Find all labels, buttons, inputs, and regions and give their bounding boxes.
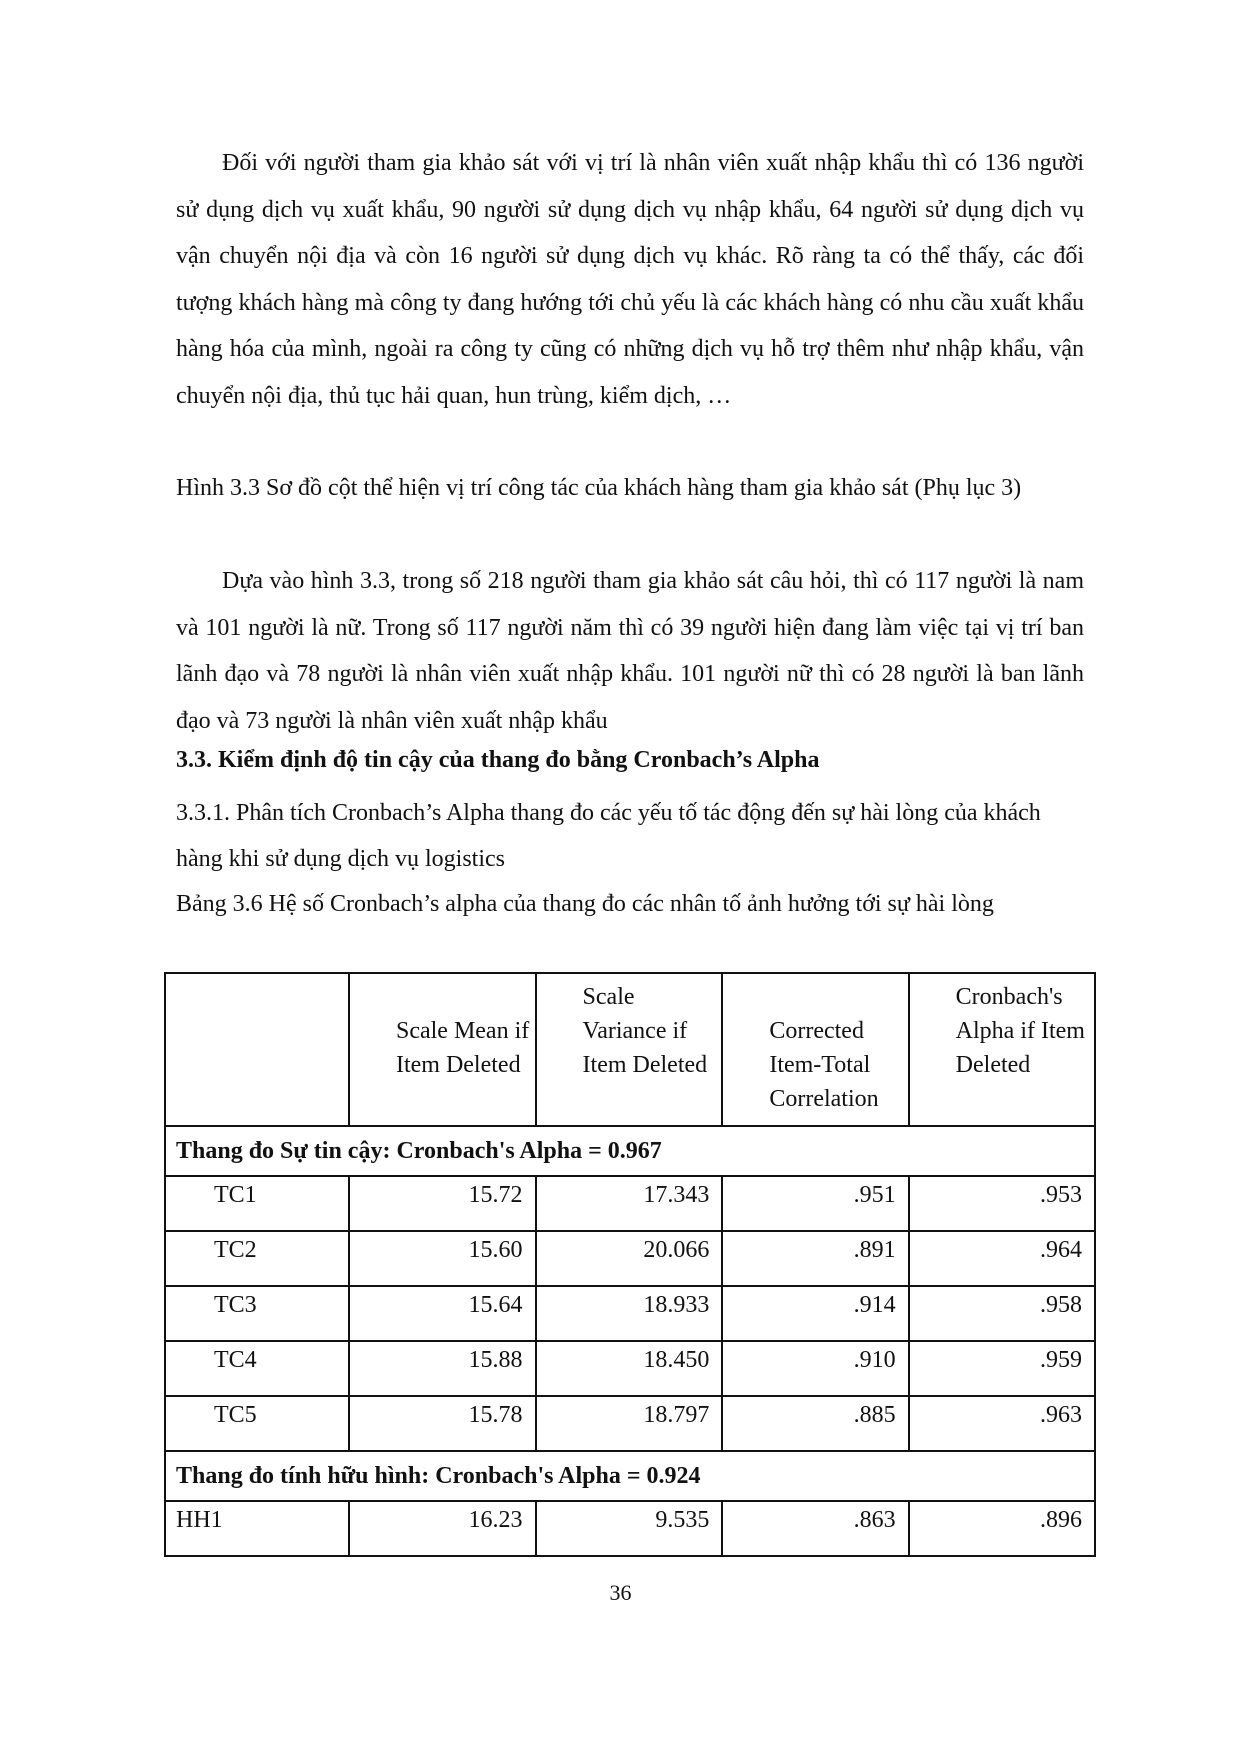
table-row (165, 1396, 1095, 1451)
item-label: TC3 (165, 1286, 349, 1341)
scale-variance-value: 17.343 (536, 1176, 723, 1231)
scale-variance-value: 9.535 (536, 1501, 723, 1556)
header-cell-corrected-correlation: Corrected Item-Total Correlation (722, 973, 908, 1126)
scale-variance-value: 20.066 (536, 1231, 723, 1286)
scale-variance-value: 18.933 (536, 1286, 723, 1341)
correlation-value: .885 (722, 1396, 908, 1451)
header-cell-scale-variance: Scale Variance if Item Deleted (536, 973, 723, 1126)
paragraph-figure-analysis: Dựa vào hình 3.3, trong số 218 người tham gia khảo sát câu hỏi, thì có 117 người là nam và 101 người là nữ. Trong số 117 người năm thì có 39 người hiện đang làm việc tại vị trí ban lãnh đạo và 78 người là nhân viên xuất nhập khẩu. 101 người nữ thì có 28 người là ban lãnh đạo và 73 người là nhân viên xuất nhập khẩu (176, 568, 1084, 734)
cronbach-alpha-table (164, 972, 1096, 1557)
table-row (165, 1286, 1095, 1341)
scale-mean-value: 16.23 (349, 1501, 536, 1556)
scale-mean-value: 15.64 (349, 1286, 536, 1341)
correlation-value: .863 (722, 1501, 908, 1556)
scale-variance-value: 18.450 (536, 1341, 723, 1396)
header-cell-alpha-if-deleted: Cronbach's Alpha if Item Deleted (909, 973, 1095, 1126)
scale-mean-value: 15.72 (349, 1176, 536, 1231)
alpha-value: .958 (909, 1286, 1095, 1341)
table-header-row (165, 973, 1095, 1126)
alpha-value: .964 (909, 1231, 1095, 1286)
correlation-value: .910 (722, 1341, 908, 1396)
subsection-title: 3.3.1. Phân tích Cronbach’s Alpha thang đo các yếu tố tác động đến sự hài lòng của khách hàng khi sử dụng dịch vụ logistics (176, 800, 1041, 872)
group-row-tangibility (165, 1451, 1095, 1501)
item-label: TC5 (165, 1396, 349, 1451)
item-label: TC1 (165, 1176, 349, 1231)
header-cell-scale-mean: Scale Mean if Item Deleted (349, 973, 536, 1126)
alpha-value: .896 (909, 1501, 1095, 1556)
correlation-value: .891 (722, 1231, 908, 1286)
scale-mean-value: 15.88 (349, 1341, 536, 1396)
paragraph-survey-export-staff: Đối với người tham gia khảo sát với vị trí là nhân viên xuất nhập khẩu thì có 136 người sử dụng dịch vụ xuất khẩu, 90 người sử dụng dịch vụ nhập khẩu, 64 người sử dụng dịch vụ vận chuyển nội địa và còn 16 người sử dụng dịch vụ khác. Rõ ràng ta có thể thấy, các đối tượng khách hàng mà công ty đang hướng tới chủ yếu là các khách hàng có nhu cầu xuất khẩu hàng hóa của mình, ngoài ra công ty cũng có những dịch vụ hỗ trợ thêm như nhập khẩu, vận chuyển nội địa, thủ tục hải quan, hun trùng, kiểm dịch, … (176, 150, 1084, 409)
page-number: 36 (609, 1580, 632, 1605)
figure-caption: Hình 3.3 Sơ đồ cột thể hiện vị trí công tác của khách hàng tham gia khảo sát (Phụ lục 3) (176, 475, 1022, 501)
group-label: Thang đo Sự tin cậy: Cronbach's Alpha = 0.967 (165, 1126, 1095, 1176)
scale-mean-value: 15.78 (349, 1396, 536, 1451)
table-caption: Bảng 3.6 Hệ số Cronbach’s alpha của thang đo các nhân tố ảnh hưởng tới sự hài lòng (176, 891, 994, 917)
scale-mean-value: 15.60 (349, 1231, 536, 1286)
item-label: TC2 (165, 1231, 349, 1286)
alpha-value: .959 (909, 1341, 1095, 1396)
scale-variance-value: 18.797 (536, 1396, 723, 1451)
alpha-value: .953 (909, 1176, 1095, 1231)
alpha-value: .963 (909, 1396, 1095, 1451)
correlation-value: .914 (722, 1286, 908, 1341)
table-row (165, 1341, 1095, 1396)
item-label: TC4 (165, 1341, 349, 1396)
group-label: Thang đo tính hữu hình: Cronbach's Alpha = 0.924 (165, 1451, 1095, 1501)
group-row-reliability (165, 1126, 1095, 1176)
table-row (165, 1501, 1095, 1556)
header-cell-empty (165, 973, 349, 1126)
section-heading: 3.3. Kiểm định độ tin cậy của thang đo bằng Cronbach’s Alpha (176, 747, 820, 773)
table-row (165, 1231, 1095, 1286)
item-label: HH1 (165, 1501, 349, 1556)
table-row (165, 1176, 1095, 1231)
correlation-value: .951 (722, 1176, 908, 1231)
